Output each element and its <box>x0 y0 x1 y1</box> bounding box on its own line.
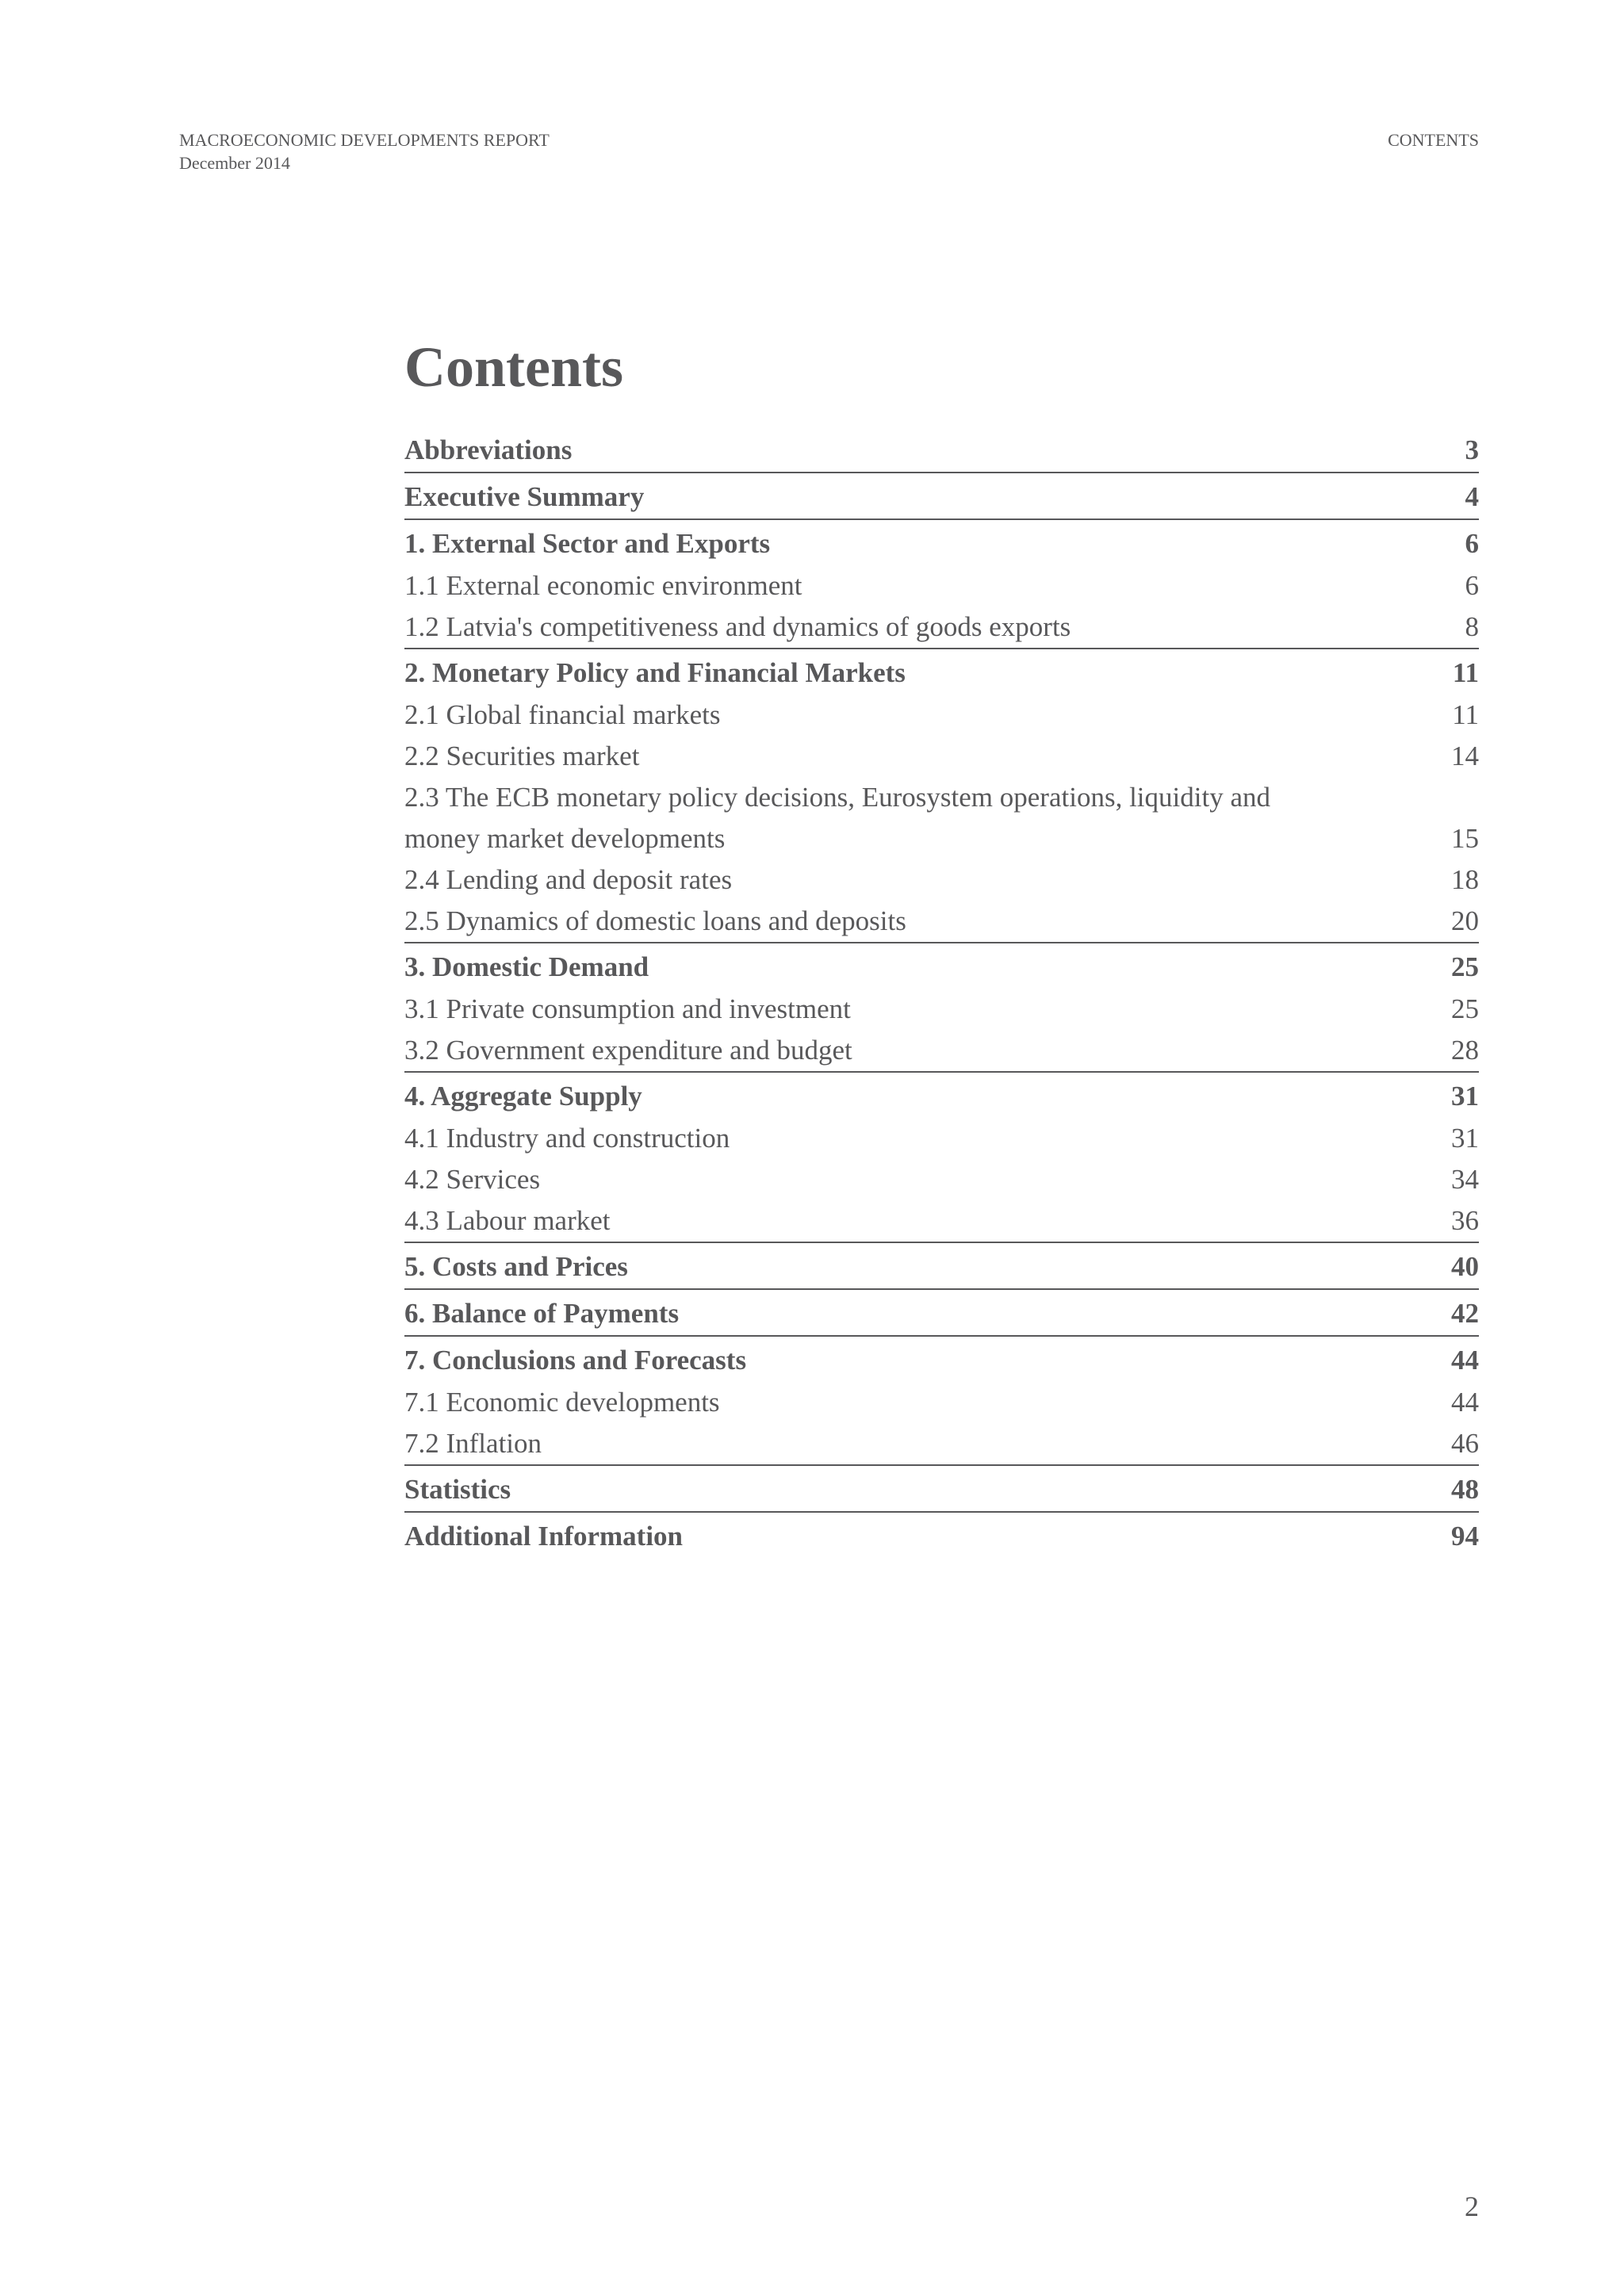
toc-entry-label: 2.5 Dynamics of domestic loans and deposits <box>404 905 906 936</box>
toc-entry-label: Statistics <box>404 1474 511 1505</box>
toc-entry-page: 36 <box>1451 1205 1479 1236</box>
toc-entry-label: 4.1 Industry and construction <box>404 1123 730 1154</box>
toc-entry-label: 6. Balance of Payments <box>404 1298 680 1329</box>
toc-group-aggregate-supply <box>404 1071 1479 1242</box>
table-of-contents <box>404 331 1479 1558</box>
toc-entry-page: 6 <box>1465 570 1479 601</box>
toc-entry-page: 44 <box>1451 1345 1479 1376</box>
toc-group-monetary-policy <box>404 648 1479 942</box>
toc-entry-label: 1.1 External economic environment <box>404 570 802 601</box>
toc-entry-label: Executive Summary <box>404 481 645 512</box>
toc-entry-page: 94 <box>1451 1521 1479 1552</box>
toc-subsection-entry[interactable] <box>404 1159 1479 1200</box>
running-header-left <box>179 128 550 174</box>
toc-section-entry[interactable] <box>404 520 1479 565</box>
toc-subsection-entry[interactable] <box>404 1200 1479 1242</box>
toc-entry-page: 40 <box>1451 1251 1479 1282</box>
toc-entry-label <box>404 777 1451 859</box>
toc-entry-label: 4.2 Services <box>404 1164 541 1195</box>
toc-subsection-entry[interactable] <box>404 1118 1479 1159</box>
toc-entry-page: 15 <box>1451 823 1479 854</box>
toc-entry-page: 31 <box>1451 1123 1479 1154</box>
toc-entry-page: 20 <box>1451 905 1479 936</box>
toc-entry-page: 25 <box>1451 951 1479 982</box>
toc-entry-label: 7. Conclusions and Forecasts <box>404 1345 747 1376</box>
toc-subsection-entry[interactable] <box>404 859 1479 901</box>
toc-subsection-entry[interactable] <box>404 736 1479 777</box>
toc-entry-page: 34 <box>1451 1164 1479 1195</box>
toc-entry-page: 11 <box>1452 699 1479 730</box>
running-header <box>179 128 1479 174</box>
toc-group-abbreviations <box>404 427 1479 472</box>
toc-entry-label: 5. Costs and Prices <box>404 1251 628 1282</box>
toc-section-entry[interactable] <box>404 1337 1479 1382</box>
toc-group-additional-information <box>404 1511 1479 1558</box>
toc-entry-page: 3 <box>1465 434 1479 465</box>
page-number: 2 <box>1465 2191 1479 2222</box>
toc-subsection-entry[interactable] <box>404 777 1479 859</box>
toc-section-entry[interactable] <box>404 473 1479 519</box>
toc-entry-page: 18 <box>1451 864 1479 895</box>
toc-entry-label: 7.2 Inflation <box>404 1428 542 1459</box>
toc-entry-label: Additional Information <box>404 1521 684 1552</box>
toc-entry-page: 25 <box>1451 993 1479 1024</box>
toc-entry-label: 3.1 Private consumption and investment <box>404 993 851 1024</box>
running-header-section: CONTENTS <box>1388 130 1479 150</box>
toc-entry-page: 11 <box>1452 657 1479 688</box>
toc-subsection-entry[interactable] <box>404 695 1479 736</box>
toc-entry-page: 48 <box>1451 1474 1479 1505</box>
toc-entry-page: 46 <box>1451 1428 1479 1459</box>
toc-section-entry[interactable] <box>404 1513 1479 1558</box>
toc-entry-label: 1. External Sector and Exports <box>404 528 771 559</box>
toc-entry-page: 42 <box>1451 1298 1479 1329</box>
toc-subsection-entry[interactable] <box>404 989 1479 1030</box>
toc-group-balance-of-payments <box>404 1288 1479 1335</box>
toc-section-entry[interactable] <box>404 943 1479 989</box>
toc-section-entry[interactable] <box>404 1290 1479 1335</box>
toc-entry-page: 28 <box>1451 1035 1479 1066</box>
toc-group-external-sector <box>404 519 1479 648</box>
toc-group-executive-summary <box>404 472 1479 519</box>
report-title: MACROECONOMIC DEVELOPMENTS REPORT <box>179 130 550 150</box>
toc-entry-page: 6 <box>1465 528 1479 559</box>
toc-entry-page: 14 <box>1451 740 1479 771</box>
toc-entry-label: 3. Domestic Demand <box>404 951 649 982</box>
toc-group-costs-prices <box>404 1242 1479 1288</box>
toc-section-entry[interactable] <box>404 427 1479 472</box>
report-date: December 2014 <box>179 153 290 173</box>
toc-group-conclusions-forecasts <box>404 1335 1479 1464</box>
toc-group-domestic-demand <box>404 942 1479 1071</box>
toc-entry-label: 7.1 Economic developments <box>404 1387 720 1418</box>
toc-entry-page: 8 <box>1465 611 1479 642</box>
toc-group-statistics <box>404 1464 1479 1511</box>
toc-subsection-entry[interactable] <box>404 607 1479 648</box>
toc-section-entry[interactable] <box>404 1243 1479 1288</box>
toc-entry-label: 3.2 Government expenditure and budget <box>404 1035 852 1066</box>
toc-entry-label: 1.2 Latvia's competitiveness and dynamics of goods exports <box>404 611 1071 642</box>
toc-subsection-entry[interactable] <box>404 1382 1479 1423</box>
toc-subsection-entry[interactable] <box>404 1030 1479 1071</box>
toc-entry-label-line: 2.3 The ECB monetary policy decisions, Eurosystem operations, liquidity and <box>404 782 1270 813</box>
toc-entry-label: 4.3 Labour market <box>404 1205 611 1236</box>
toc-entry-label: Abbreviations <box>404 434 573 465</box>
toc-entry-label: 2. Monetary Policy and Financial Markets <box>404 657 906 688</box>
toc-section-entry[interactable] <box>404 1466 1479 1511</box>
toc-entry-label-line: money market developments <box>404 823 726 854</box>
toc-entry-label: 4. Aggregate Supply <box>404 1081 642 1112</box>
page-title: Contents <box>404 335 624 399</box>
toc-section-entry[interactable] <box>404 649 1479 695</box>
toc-subsection-entry[interactable] <box>404 901 1479 942</box>
toc-entry-page: 4 <box>1465 481 1479 512</box>
toc-section-entry[interactable] <box>404 1073 1479 1118</box>
toc-entry-label: 2.2 Securities market <box>404 740 640 771</box>
toc-subsection-entry[interactable] <box>404 565 1479 607</box>
toc-entry-label: 2.1 Global financial markets <box>404 699 721 730</box>
toc-entry-page: 31 <box>1451 1081 1479 1112</box>
toc-subsection-entry[interactable] <box>404 1423 1479 1464</box>
toc-entry-page: 44 <box>1451 1387 1479 1418</box>
toc-entry-label: 2.4 Lending and deposit rates <box>404 864 733 895</box>
